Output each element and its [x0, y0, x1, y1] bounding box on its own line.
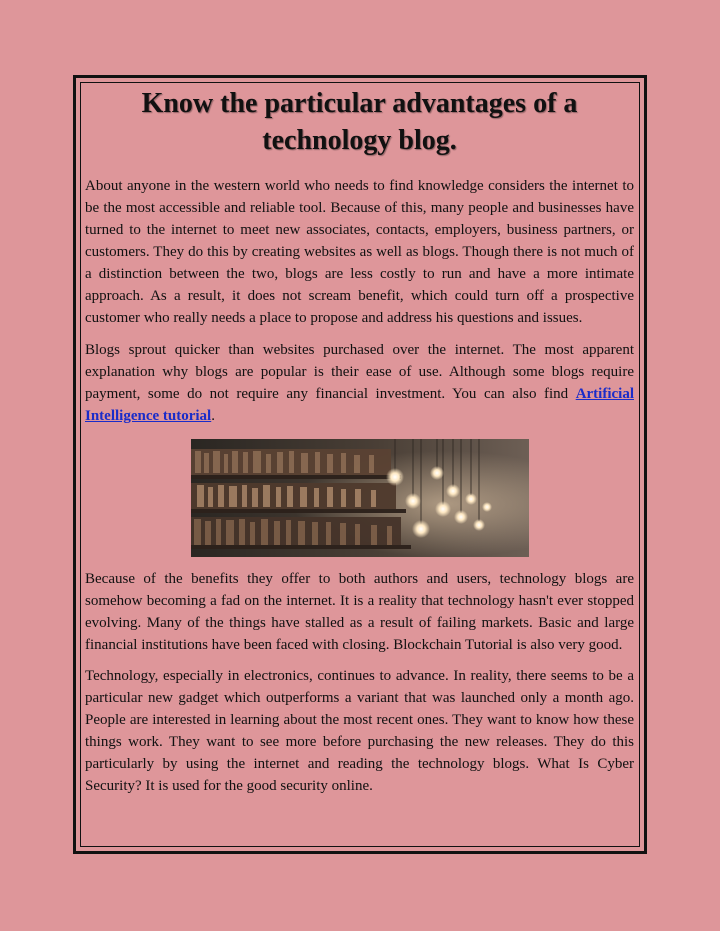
document-body	[85, 83, 634, 797]
paragraph-4: Technology, especially in electronics, continues to advance. In reality, there seems to be a particular new gadget which outperforms a variant that was launched only a month ago. People are interested in learning about the most recent ones. They want to know how these things work. They want to see more before purchasing the new releases. They do this particularly by using the internet and reading the technology blogs. What Is Cyber Security? It is used for the good security online.	[85, 668, 634, 794]
photo-container	[85, 439, 634, 557]
document-title: Know the particular advantages of a technology blog.	[141, 88, 578, 156]
paragraph-1: About anyone in the western world who needs to find knowledge considers the internet to be the most accessible and reliable tool. Because of this, many people and businesses have turned to the internet to meet new associates, contacts, employers, business partners, or customers. They do this by creating websites as well as blogs. Though there is not much of a distinction between the two, blogs are less costly to run and have a more intimate approach. As a result, it does not scream benefit, which could turn off a prospective customer who really needs a place to propose and address his questions and issues.	[85, 178, 634, 326]
paragraph-2	[85, 339, 634, 427]
paragraph-2-end: .	[211, 408, 215, 424]
library-photo	[191, 439, 529, 557]
paragraph-2-text: Blogs sprout quicker than websites purchased over the internet. The most apparent explanation why blogs are popular is their ease of use. Although some blogs require payment, some do not require any financial investment. You can also find	[85, 342, 634, 402]
paragraph-3: Because of the benefits they offer to both authors and users, technology blogs are somehow becoming a fad on the internet. It is a reality that technology hasn't ever stopped evolving. Many of the things have stalled as a result of failing markets. Basic and large financial institutions have been faced with closing. Blockchain Tutorial is also very good.	[85, 571, 634, 653]
artificial-intelligence-tutorial-link[interactable]: Artificial Intelligence tutorial	[85, 386, 634, 424]
